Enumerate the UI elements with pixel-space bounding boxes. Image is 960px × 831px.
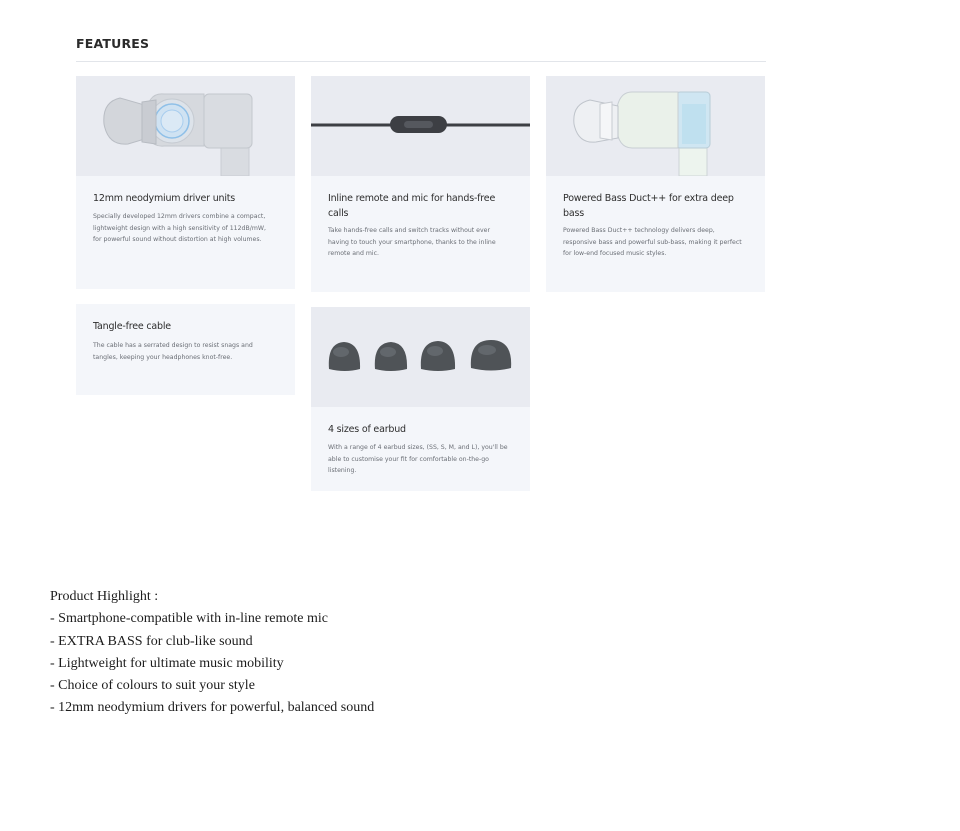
- feature-card-driver: [76, 76, 295, 289]
- features-divider: [76, 61, 766, 62]
- highlight-item: - 12mm neodymium drivers for powerful, balanced sound: [50, 700, 375, 716]
- feature-description: Take hands-free calls and switch tracks without ever having to touch your smartphone, thanks to the inline remote and mic.: [328, 227, 496, 257]
- earbud-tips-icon: [311, 307, 530, 407]
- feature-description: Specially developed 12mm drivers combine a compact, lightweight design with a high sensitivity of 112dB/mW, for powerful sound without distortion at high volumes.: [93, 213, 266, 243]
- feature-description: Powered Bass Duct++ technology delivers deep, responsive bass and powerful sub-bass, making it perfect for low-end focused music styles.: [563, 227, 742, 257]
- highlight-item: - Smartphone-compatible with in-line remote mic: [50, 611, 328, 627]
- inline-remote-icon: [311, 76, 530, 176]
- features-heading: FEATURES: [76, 36, 150, 51]
- feature-title: 12mm neodymium driver units: [93, 193, 236, 204]
- feature-title: Tangle-free cable: [93, 321, 171, 332]
- product-highlights: [50, 586, 374, 720]
- feature-description: The cable has a serrated design to resist snags and tangles, keeping your headphones knot-free.: [93, 342, 253, 361]
- highlight-item: - Lightweight for ultimate music mobility: [50, 655, 284, 671]
- feature-card-bass: [546, 76, 765, 292]
- highlights-heading: Product Highlight :: [50, 589, 159, 604]
- highlight-item: - EXTRA BASS for club-like sound: [50, 633, 253, 649]
- earbud-driver-icon: [76, 76, 295, 176]
- feature-card-cable: [76, 304, 295, 395]
- feature-card-remote: [311, 76, 530, 292]
- feature-description: With a range of 4 earbud sizes, (SS, S, M, and L), you'll be able to customise your fit for comfortable on-the-go listening.: [328, 444, 508, 474]
- bass-duct-icon: [546, 76, 765, 176]
- highlight-item: - Choice of colours to suit your style: [50, 678, 255, 694]
- feature-card-earbuds: [311, 307, 530, 491]
- feature-title: Powered Bass Duct++ for extra deep bass: [563, 193, 734, 219]
- feature-title: Inline remote and mic for hands-free calls: [328, 193, 496, 219]
- feature-title: 4 sizes of earbud: [328, 424, 406, 435]
